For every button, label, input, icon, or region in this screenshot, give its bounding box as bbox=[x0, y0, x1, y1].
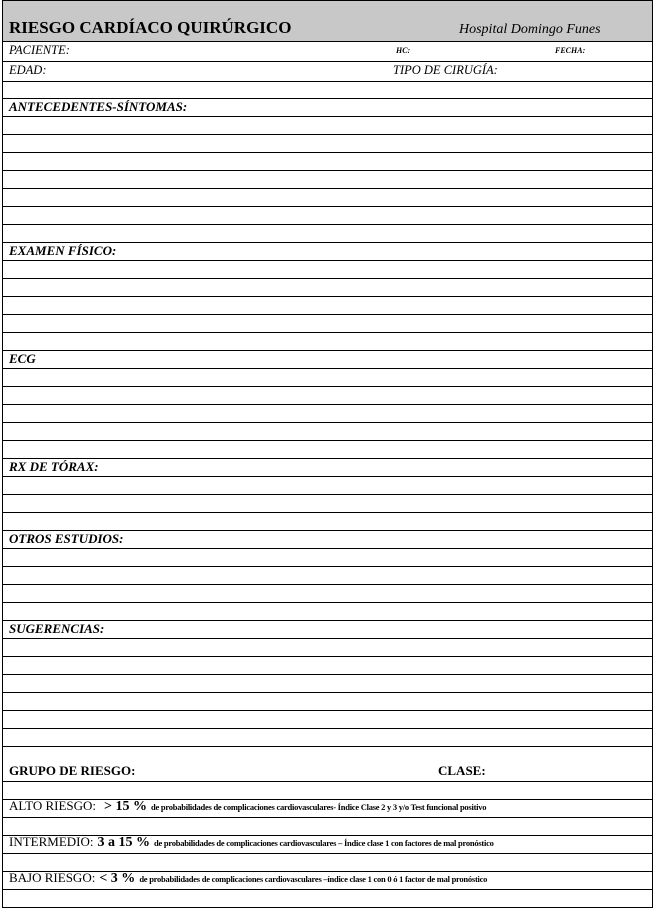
edad-row bbox=[3, 62, 652, 82]
blank-line bbox=[3, 585, 652, 603]
blank-line bbox=[3, 423, 652, 441]
blank-line bbox=[3, 477, 652, 495]
fecha-label: FECHA: bbox=[555, 46, 586, 55]
blank-line bbox=[3, 495, 652, 513]
section-rx bbox=[3, 459, 652, 477]
blank-line bbox=[3, 387, 652, 405]
blank-line bbox=[3, 513, 652, 531]
blank-line bbox=[3, 207, 652, 225]
blank-line bbox=[3, 890, 652, 908]
blank-line bbox=[3, 657, 652, 675]
section-antecedentes bbox=[3, 99, 652, 117]
clase-label: CLASE: bbox=[438, 763, 486, 778]
risk-intermedio-row bbox=[3, 836, 652, 854]
hc-label: HC: bbox=[396, 46, 411, 55]
blank-line bbox=[3, 405, 652, 423]
risk-bajo bbox=[9, 869, 487, 887]
blank-line bbox=[3, 82, 652, 99]
blank-line bbox=[3, 603, 652, 621]
section-otros bbox=[3, 531, 652, 549]
ecg-heading: ECG bbox=[9, 351, 36, 366]
blank-line bbox=[3, 441, 652, 459]
risk-form bbox=[2, 0, 653, 908]
section-ecg bbox=[3, 351, 652, 369]
risk-intermedio-pct: 3 a 15 % bbox=[97, 835, 150, 850]
hospital-name: Hospital Domingo Funes bbox=[459, 22, 601, 37]
blank-line bbox=[3, 279, 652, 297]
blank-line bbox=[3, 639, 652, 657]
antecedentes-heading: ANTECEDENTES-SÍNTOMAS: bbox=[9, 99, 188, 114]
grupo-riesgo-label: GRUPO DE RIESGO: bbox=[9, 763, 136, 778]
section-sugerencias bbox=[3, 621, 652, 639]
paciente-label: PACIENTE: bbox=[9, 43, 70, 57]
blank-line bbox=[3, 369, 652, 387]
risk-alto-row bbox=[3, 800, 652, 818]
blank-line bbox=[3, 729, 652, 747]
risk-alto-name: ALTO RIESGO: bbox=[9, 798, 97, 813]
risk-alto-desc: de probabilidades de complicaciones cardiovasculares- Índice Clase 2 y 3 y/o Test funcional positivo bbox=[151, 802, 487, 812]
blank-line bbox=[3, 549, 652, 567]
section-examen bbox=[3, 243, 652, 261]
risk-bajo-row bbox=[3, 872, 652, 890]
risk-alto bbox=[9, 797, 486, 815]
rx-heading: RX DE TÓRAX: bbox=[9, 459, 99, 474]
blank-line bbox=[3, 333, 652, 351]
blank-line bbox=[3, 711, 652, 729]
risk-intermedio-desc: de probabilidades de complicaciones cardiovasculares – Índice clase 1 con factores de mal pronóstico bbox=[154, 838, 494, 848]
blank-line bbox=[3, 297, 652, 315]
risk-bajo-pct: < 3 % bbox=[99, 871, 136, 886]
examen-heading: EXAMEN FÍSICO: bbox=[9, 243, 117, 258]
risk-bajo-desc: de probabilidades de complicaciones cardiovasculares –índice clase 1 con 0 ó 1 factor de mal pronóstico bbox=[139, 874, 488, 884]
edad-label: EDAD: bbox=[9, 63, 47, 77]
risk-bajo-name: BAJO RIESGO: bbox=[9, 870, 96, 885]
blank-line bbox=[3, 153, 652, 171]
blank-line bbox=[3, 171, 652, 189]
blank-line bbox=[3, 693, 652, 711]
tipo-cirugia-label: TIPO DE CIRUGÍA: bbox=[393, 63, 498, 77]
patient-row bbox=[3, 42, 652, 62]
blank-line bbox=[3, 135, 652, 153]
risk-intermedio-name: INTERMEDIO: bbox=[9, 834, 94, 849]
form-title: RIESGO CARDÍACO QUIRÚRGICO bbox=[9, 18, 292, 37]
blank-line bbox=[3, 567, 652, 585]
blank-line bbox=[3, 675, 652, 693]
blank-line bbox=[3, 225, 652, 243]
risk-intermedio bbox=[9, 833, 494, 851]
otros-heading: OTROS ESTUDIOS: bbox=[9, 531, 124, 546]
sugerencias-heading: SUGERENCIAS: bbox=[9, 621, 105, 636]
blank-line bbox=[3, 261, 652, 279]
grupo-row bbox=[3, 747, 652, 782]
risk-alto-pct: > 15 % bbox=[104, 799, 148, 814]
form-header bbox=[3, 0, 652, 42]
blank-line bbox=[3, 315, 652, 333]
blank-line bbox=[3, 189, 652, 207]
blank-line bbox=[3, 117, 652, 135]
